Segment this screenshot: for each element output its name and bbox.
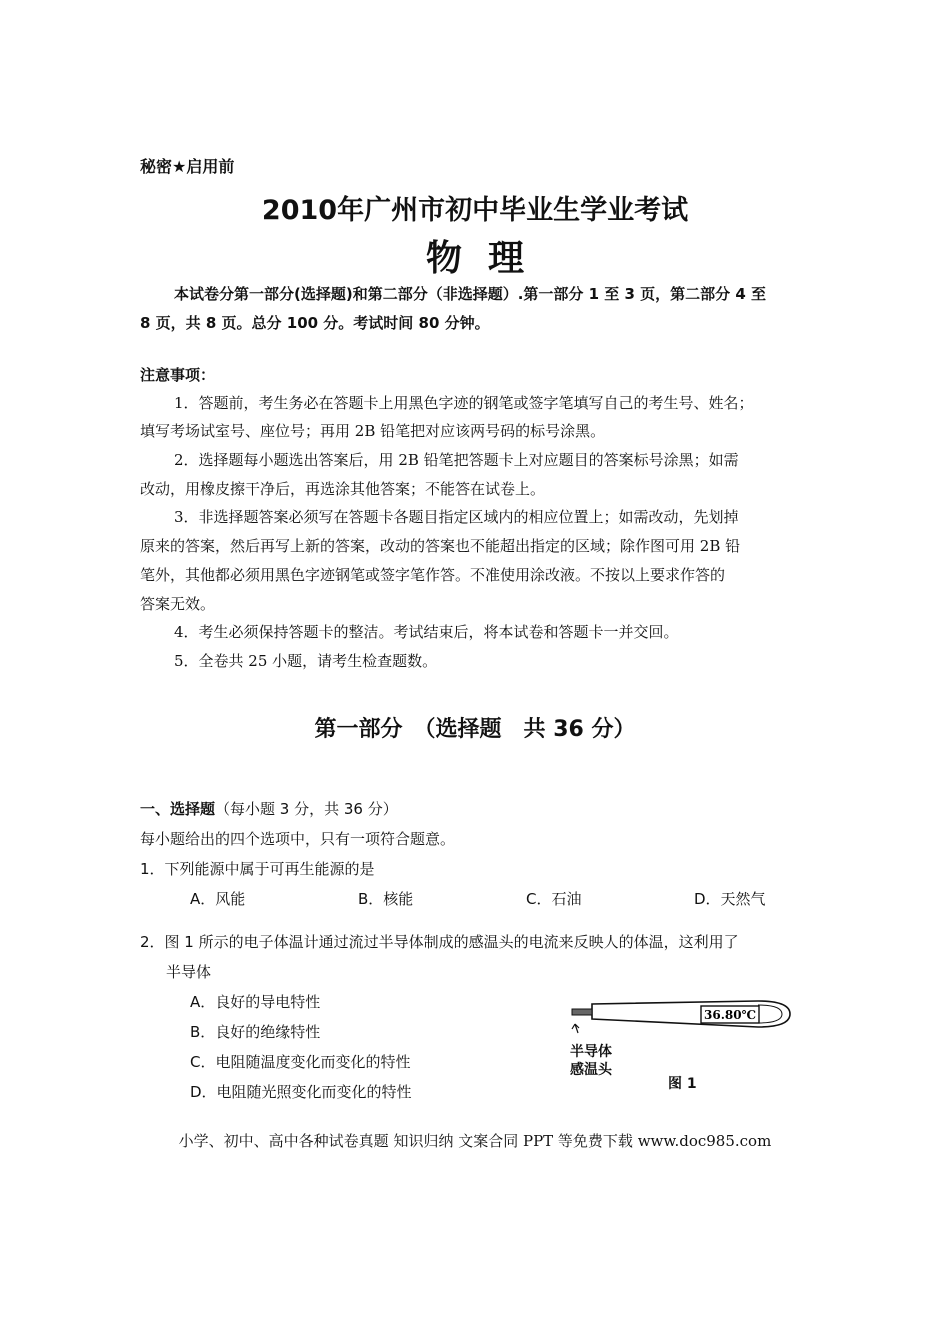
note-line: 2．选择题每小题选出答案后，用 2B 铅笔把答题卡上对应题目的答案标号涂黑；如需 <box>174 451 739 469</box>
q1-option-c: C．石油 <box>526 890 582 908</box>
intro-line-2: 8 页，共 8 页。总分 100 分。考试时间 80 分钟。 <box>140 314 490 332</box>
q1-option-b: B．核能 <box>358 890 414 908</box>
q1-option-d: D．天然气 <box>694 890 766 908</box>
note-line: 答案无效。 <box>140 595 216 613</box>
figure-caption: 图 1 <box>668 1076 697 1092</box>
thermometer-end-cap <box>758 1005 782 1023</box>
intro-line-1: 本试卷分第一部分(选择题)和第二部分（非选择题）.第一部分 1 至 3 页，第二部分 4 至 <box>174 285 767 303</box>
part1-title: 第一部分 （选择题 共 36 分） <box>314 717 636 742</box>
secret-label: 秘密★启用前 <box>140 157 235 176</box>
q2-option-d: D．电阻随光照变化而变化的特性 <box>190 1083 412 1101</box>
note-line: 5．全卷共 25 小题，请考生检查题数。 <box>174 652 438 670</box>
section-heading <box>140 798 398 819</box>
note-line: 填写考场试室号、座位号；再用 2B 铅笔把对应该两号码的标号涂黑。 <box>140 422 606 440</box>
subject-title: 物理 <box>425 238 550 279</box>
footer-text: 小学、初中、高中各种试卷真题 知识归纳 文案合同 PPT 等免费下载 www.doc985.com <box>178 1132 772 1150</box>
section-heading-label: 一、选择题 <box>140 800 216 818</box>
question-1-stem: 1．下列能源中属于可再生能源的是 <box>140 860 375 878</box>
q1-option-a: A．风能 <box>190 890 246 908</box>
question-2-stem-cont: 半导体 <box>166 963 212 981</box>
thermometer-figure <box>568 996 798 1036</box>
notes-heading: 注意事项： <box>140 366 216 384</box>
q2-option-c: C．电阻随温度变化而变化的特性 <box>190 1053 411 1071</box>
note-line: 改动，用橡皮擦干净后，再选涂其他答案；不能答在试卷上。 <box>140 480 546 498</box>
q2-option-a: A．良好的导电特性 <box>190 993 321 1011</box>
note-line: 4．考生必须保持答题卡的整洁。考试结束后，将本试卷和答题卡一并交回。 <box>174 623 679 641</box>
note-line: 笔外，其他都必须用黑色字迹钢笔或签字笔作答。不准使用涂改液。不按以上要求作答的 <box>140 566 726 584</box>
section-instruction: 每小题给出的四个选项中，只有一项符合题意。 <box>140 830 456 848</box>
figure-label-semiconductor: 半导体 <box>570 1044 612 1060</box>
q2-option-b: B．良好的绝缘特性 <box>190 1023 321 1041</box>
section-heading-note: （每小题 3 分，共 36 分） <box>215 800 398 818</box>
sensor-tip <box>572 1009 592 1015</box>
display-reading: 36.80℃ <box>704 1008 756 1022</box>
exam-title: 2010年广州市初中毕业生学业考试 <box>261 195 689 226</box>
note-line: 原来的答案，然后再写上新的答案，改动的答案也不能超出指定的区域；除作图可用 2B 铅 <box>140 537 741 555</box>
pointer-arrow <box>572 1024 579 1033</box>
question-2-stem: 2．图 1 所示的电子体温计通过流过半导体制成的感温头的电流来反映人的体温，这利用了 <box>140 933 739 951</box>
note-line: 3．非选择题答案必须写在答题卡各题目指定区域内的相应位置上；如需改动，先划掉 <box>174 508 739 526</box>
note-line: 1．答题前，考生务必在答题卡上用黑色字迹的钢笔或签字笔填写自己的考生号、姓名； <box>174 394 754 412</box>
figure-label-sensor: 感温头 <box>570 1062 612 1078</box>
